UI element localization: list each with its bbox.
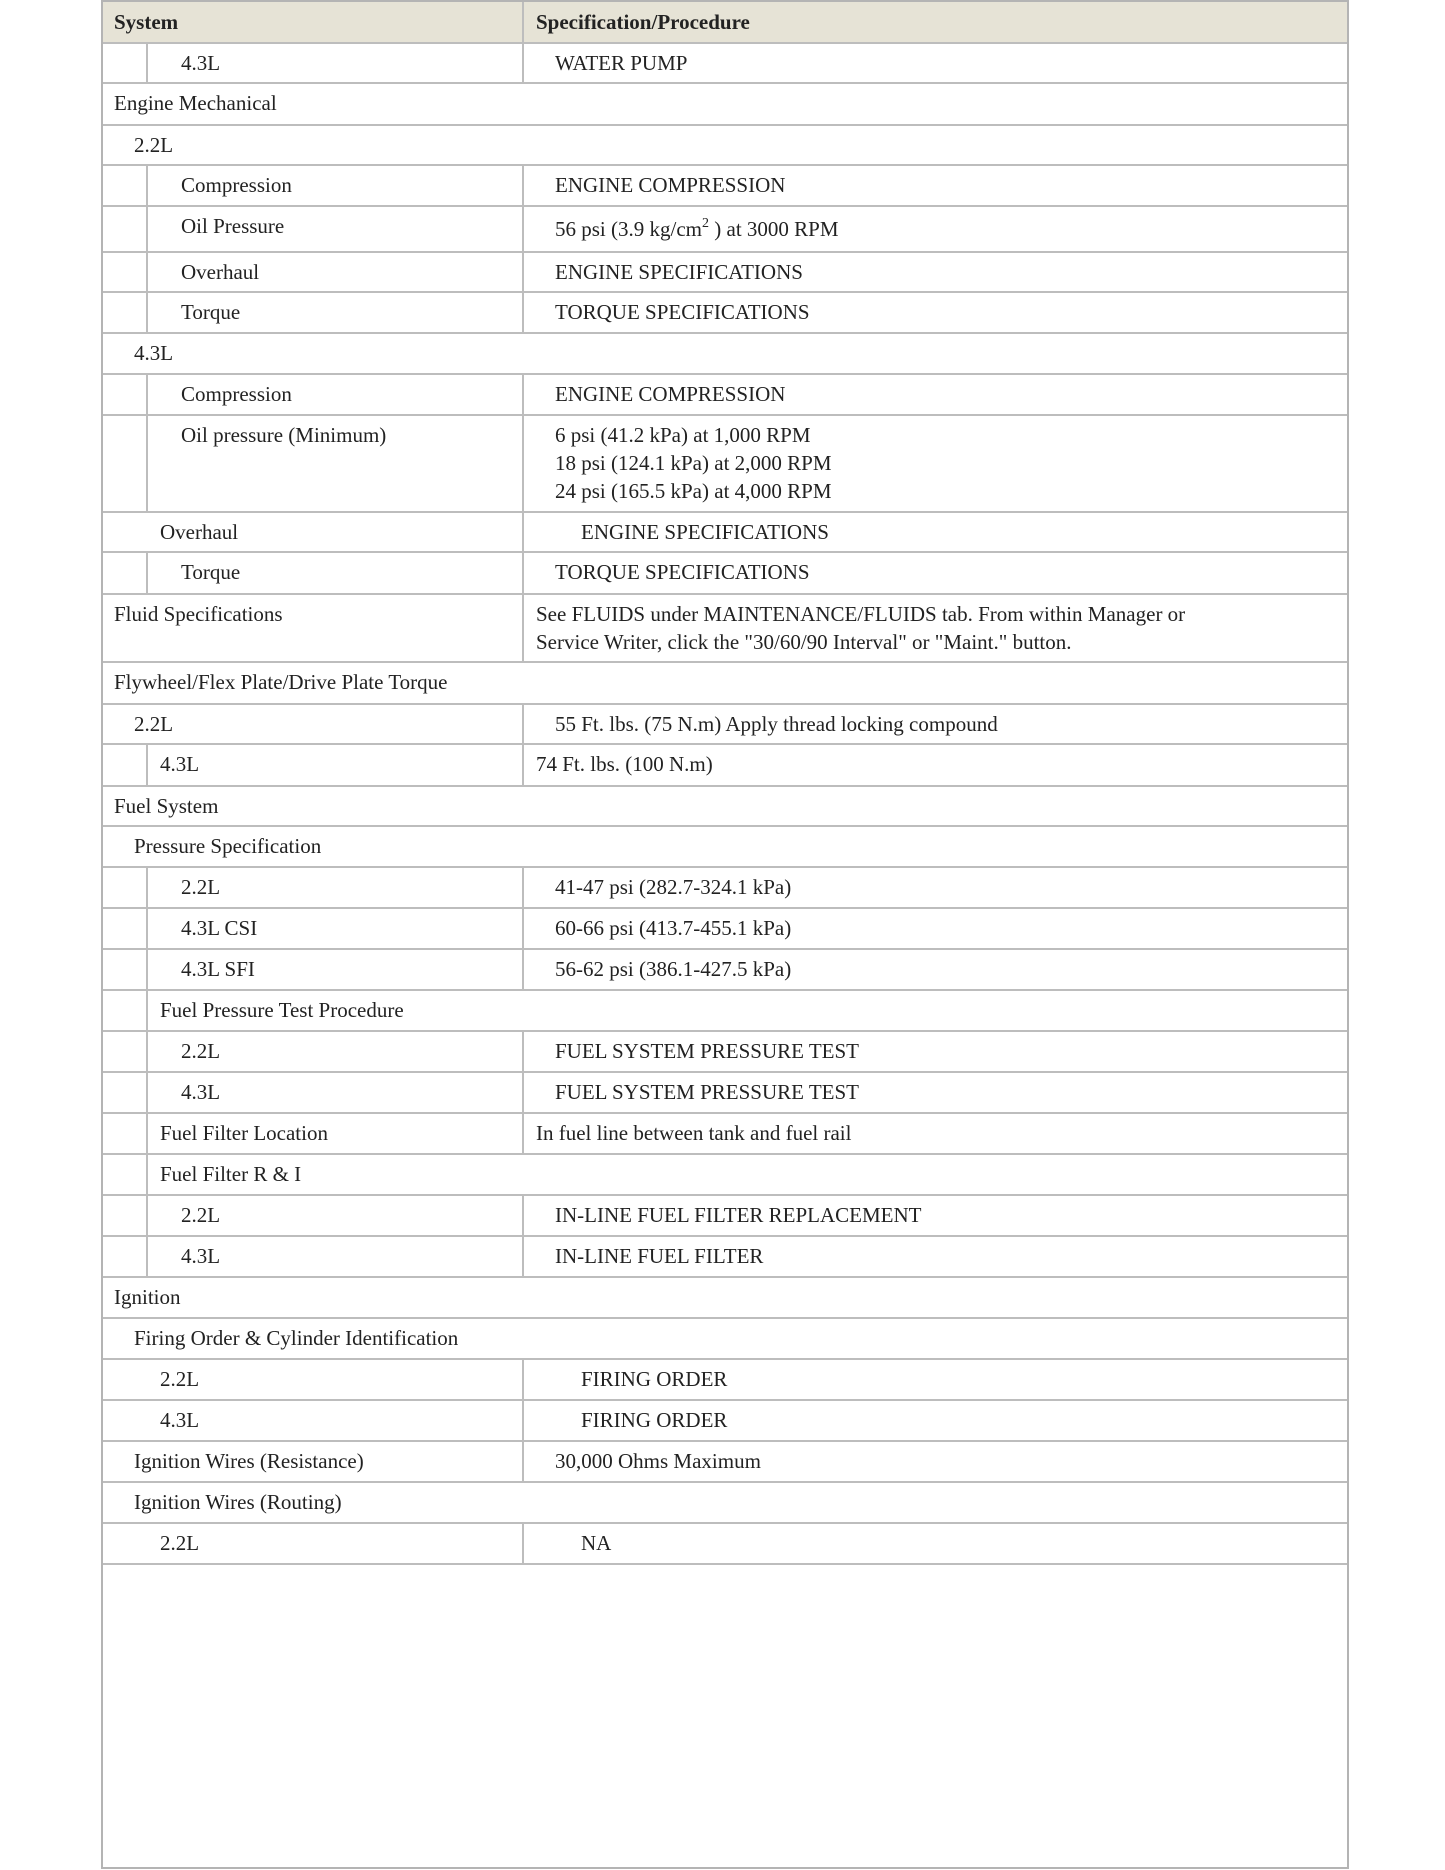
column-divider	[522, 868, 524, 907]
table-row	[103, 663, 1347, 705]
spec-cell: TORQUE SPECIFICATIONS	[555, 300, 810, 324]
system-cell: 4.3L CSI	[181, 916, 258, 940]
column-divider	[522, 293, 524, 332]
indent-divider	[146, 745, 148, 785]
indent-divider	[146, 1196, 148, 1235]
indent-divider	[146, 1114, 148, 1153]
indent-divider	[146, 991, 148, 1030]
column-divider	[522, 207, 524, 251]
spec-cell: IN-LINE FUEL FILTER REPLACEMENT	[555, 1203, 922, 1227]
system-cell: 2.2L	[134, 712, 174, 736]
system-cell: Flywheel/Flex Plate/Drive Plate Torque	[114, 670, 448, 694]
spec-cell: FIRING ORDER	[581, 1367, 728, 1391]
spec-cell: FIRING ORDER	[581, 1408, 728, 1432]
spec-line: See FLUIDS under MAINTENANCE/FLUIDS tab. From within Manager or	[536, 602, 1186, 626]
spec-cell: 41-47 psi (282.7-324.1 kPa)	[555, 875, 792, 899]
system-cell: 4.3L	[160, 1408, 200, 1432]
system-cell: 2.2L	[181, 1039, 221, 1063]
table-row	[103, 334, 1347, 375]
column-divider	[522, 1073, 524, 1112]
table-row	[103, 1442, 1347, 1483]
table-row	[103, 745, 1347, 787]
spec-table	[101, 0, 1349, 1869]
system-cell: Compression	[181, 173, 292, 197]
system-cell: Fuel System	[114, 794, 219, 818]
column-divider	[522, 1032, 524, 1071]
column-divider	[522, 253, 524, 291]
table-row	[103, 44, 1347, 84]
table-row	[103, 253, 1347, 293]
indent-divider	[146, 1155, 148, 1194]
column-divider	[522, 553, 524, 593]
table-row	[103, 375, 1347, 416]
spec-cell: In fuel line between tank and fuel rail	[536, 1121, 852, 1145]
system-cell: Engine Mechanical	[114, 91, 277, 115]
system-cell: 2.2L	[134, 133, 174, 157]
indent-divider	[146, 44, 148, 82]
table-row	[103, 1032, 1347, 1073]
system-cell: Fuel Filter R & I	[160, 1162, 302, 1186]
column-divider	[522, 1237, 524, 1276]
column-divider	[522, 1442, 524, 1481]
column-divider	[522, 416, 524, 511]
table-row	[103, 1360, 1347, 1401]
spec-cell: ENGINE SPECIFICATIONS	[555, 260, 803, 284]
spec-cell	[555, 421, 832, 505]
spec-cell: 30,000 Ohms Maximum	[555, 1449, 761, 1473]
system-cell: 4.3L	[181, 51, 221, 75]
table-row	[103, 207, 1347, 253]
spec-text: 56 psi (3.9 kg/cm	[555, 217, 702, 241]
system-cell: 4.3L	[181, 1244, 221, 1268]
table-row	[103, 166, 1347, 207]
table-row	[103, 416, 1347, 513]
column-divider	[522, 1196, 524, 1235]
table-row	[103, 1114, 1347, 1155]
table-row	[103, 293, 1347, 334]
column-divider	[522, 513, 524, 551]
spec-cell	[555, 213, 839, 246]
table-row	[103, 868, 1347, 909]
table-row	[103, 909, 1347, 950]
spec-cell: FUEL SYSTEM PRESSURE TEST	[555, 1039, 859, 1063]
table-row	[103, 1319, 1347, 1360]
table-row	[103, 705, 1347, 745]
column-divider	[522, 595, 524, 661]
system-cell: 4.3L	[181, 1080, 221, 1104]
table-row	[103, 1278, 1347, 1319]
column-divider	[522, 375, 524, 414]
indent-divider	[146, 909, 148, 948]
table-row	[103, 950, 1347, 991]
indent-divider	[146, 293, 148, 332]
table-row	[103, 1073, 1347, 1114]
spec-line: Service Writer, click the "30/60/90 Interval" or "Maint." button.	[536, 630, 1072, 654]
system-cell: Torque	[181, 300, 241, 324]
table-row	[103, 827, 1347, 868]
header-system: System	[114, 10, 179, 34]
spec-cell: WATER PUMP	[555, 51, 688, 75]
column-divider	[522, 166, 524, 205]
indent-divider	[146, 166, 148, 205]
table-row	[103, 126, 1347, 166]
indent-divider	[146, 1073, 148, 1112]
table-row	[103, 787, 1347, 827]
spec-superscript: 2	[702, 216, 709, 231]
system-cell: Oil Pressure	[181, 214, 285, 238]
spec-cell: ENGINE SPECIFICATIONS	[581, 520, 829, 544]
spec-cell: 74 Ft. lbs. (100 N.m)	[536, 752, 713, 776]
system-cell: Overhaul	[160, 520, 239, 544]
column-divider	[522, 1524, 524, 1563]
indent-divider	[146, 375, 148, 414]
indent-divider	[146, 1237, 148, 1276]
indent-divider	[146, 1032, 148, 1071]
spec-cell: ENGINE COMPRESSION	[555, 382, 786, 406]
system-cell: 4.3L SFI	[181, 957, 255, 981]
column-divider	[522, 44, 524, 82]
header-specification: Specification/Procedure	[536, 10, 750, 34]
system-cell: Fuel Pressure Test Procedure	[160, 998, 404, 1022]
table-row	[103, 1237, 1347, 1278]
column-divider	[522, 950, 524, 989]
spec-cell: NA	[581, 1531, 612, 1555]
indent-divider	[146, 868, 148, 907]
spec-cell: IN-LINE FUEL FILTER	[555, 1244, 764, 1268]
column-divider	[522, 1401, 524, 1440]
column-divider	[522, 705, 524, 743]
system-cell: Ignition Wires (Resistance)	[134, 1449, 364, 1473]
system-cell: Oil pressure (Minimum)	[181, 423, 387, 447]
table-row	[103, 1155, 1347, 1196]
column-divider	[522, 745, 524, 785]
table-row	[103, 553, 1347, 595]
system-cell: Firing Order & Cylinder Identification	[134, 1326, 459, 1350]
indent-divider	[146, 416, 148, 511]
spec-cell	[536, 600, 1185, 656]
system-cell: Overhaul	[181, 260, 260, 284]
spec-cell: 60-66 psi (413.7-455.1 kPa)	[555, 916, 792, 940]
spec-text: ) at 3000 RPM	[709, 217, 839, 241]
table-header-row	[103, 2, 1347, 44]
system-cell: Ignition	[114, 1285, 181, 1309]
system-cell: 2.2L	[181, 875, 221, 899]
spec-cell: 55 Ft. lbs. (75 N.m) Apply thread locking compound	[555, 712, 998, 736]
table-row	[103, 1401, 1347, 1442]
indent-divider	[146, 950, 148, 989]
table-row	[103, 1524, 1347, 1565]
system-cell: Fluid Specifications	[114, 602, 283, 626]
table-row	[103, 1196, 1347, 1237]
spec-cell: ENGINE COMPRESSION	[555, 173, 786, 197]
table-row	[103, 84, 1347, 126]
spec-line: 6 psi (41.2 kPa) at 1,000 RPM	[555, 423, 811, 447]
spec-cell: TORQUE SPECIFICATIONS	[555, 560, 810, 584]
column-divider	[522, 2, 524, 42]
column-divider	[522, 1114, 524, 1153]
table-row	[103, 991, 1347, 1032]
spec-cell: 56-62 psi (386.1-427.5 kPa)	[555, 957, 792, 981]
system-cell: 2.2L	[181, 1203, 221, 1227]
system-cell: Ignition Wires (Routing)	[134, 1490, 342, 1514]
indent-divider	[146, 207, 148, 251]
table-row	[103, 1483, 1347, 1524]
system-cell: Torque	[181, 560, 241, 584]
spec-cell: FUEL SYSTEM PRESSURE TEST	[555, 1080, 859, 1104]
system-cell: Pressure Specification	[134, 834, 322, 858]
system-cell: 2.2L	[160, 1531, 200, 1555]
system-cell: 4.3L	[134, 341, 174, 365]
system-cell: Fuel Filter Location	[160, 1121, 328, 1145]
spec-line: 18 psi (124.1 kPa) at 2,000 RPM	[555, 451, 832, 475]
system-cell: 2.2L	[160, 1367, 200, 1391]
system-cell: 4.3L	[160, 752, 200, 776]
column-divider	[522, 1360, 524, 1399]
table-row	[103, 513, 1347, 553]
column-divider	[522, 909, 524, 948]
indent-divider	[146, 253, 148, 291]
system-cell: Compression	[181, 382, 292, 406]
table-row	[103, 595, 1347, 663]
spec-line: 24 psi (165.5 kPa) at 4,000 RPM	[555, 479, 832, 503]
indent-divider	[146, 553, 148, 593]
